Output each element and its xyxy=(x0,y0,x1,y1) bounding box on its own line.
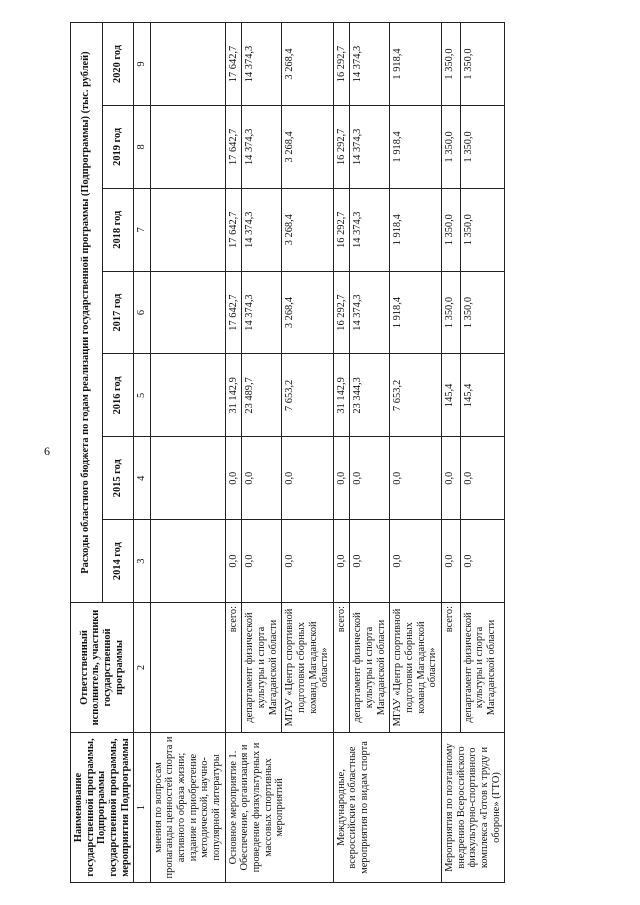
value-cell: 14 374,3 xyxy=(242,105,282,188)
value-cell: 0,0 xyxy=(333,437,350,520)
value-cell: 145,4 xyxy=(460,354,505,437)
column-index: 5 xyxy=(134,354,151,437)
value-cell: 3 268,4 xyxy=(282,105,334,188)
column-index: 4 xyxy=(134,437,151,520)
value-cell: 0,0 xyxy=(242,437,282,520)
value-cell: 14 374,3 xyxy=(350,271,390,354)
column-index-row xyxy=(134,23,151,883)
value-cell: 23 344,3 xyxy=(350,354,390,437)
value-cell: 1 918,4 xyxy=(390,23,442,106)
value-cell: 0,0 xyxy=(282,437,334,520)
value-cell: 145,4 xyxy=(441,354,460,437)
value-cell: 1 918,4 xyxy=(390,271,442,354)
value-cell: 16 292,7 xyxy=(333,105,350,188)
column-index: 3 xyxy=(134,520,151,603)
column-index: 9 xyxy=(134,23,151,106)
value-cell: 0,0 xyxy=(390,520,442,603)
value-cell: 1 918,4 xyxy=(390,105,442,188)
value-cell: 1 350,0 xyxy=(460,271,505,354)
value-cell: 0,0 xyxy=(282,520,334,603)
column-index: 6 xyxy=(134,271,151,354)
column-index: 1 xyxy=(134,733,151,883)
rotated-table-wrapper xyxy=(70,23,580,883)
value-cell: 3 268,4 xyxy=(282,23,334,106)
value-cell: 1 918,4 xyxy=(390,188,442,271)
activity-name: Международные, всероссийские и областные мероприятия по видам спорта xyxy=(333,733,441,883)
header-year: 2015 год xyxy=(102,437,134,520)
activity-name: Основное мероприятие 1. Обеспечение, организация и проведение физкультурных и массовых спортивных мероприятий xyxy=(225,733,333,883)
value-cell: 0,0 xyxy=(350,437,390,520)
header-executor: Ответственный исполнитель, участники государственной программы xyxy=(71,603,134,733)
executor-cell: департамент физической культуры и спорта Магаданской области xyxy=(460,603,505,733)
value-cell: 1 350,0 xyxy=(460,188,505,271)
column-index: 7 xyxy=(134,188,151,271)
value-cell: 0,0 xyxy=(225,437,242,520)
value-cell: 1 350,0 xyxy=(441,23,460,106)
header-year: 2020 год xyxy=(102,23,134,106)
value-cell: 17 642,7 xyxy=(225,188,242,271)
value-cell: 3 268,4 xyxy=(282,271,334,354)
executor-cell: всего: xyxy=(225,603,242,733)
value-cell: 14 374,3 xyxy=(242,188,282,271)
value-cell: 0,0 xyxy=(390,437,442,520)
page-number: 6 xyxy=(44,444,50,458)
value-cell: 14 374,3 xyxy=(242,23,282,106)
value-cell: 1 350,0 xyxy=(460,23,505,106)
value-cell: 0,0 xyxy=(441,520,460,603)
header-budget-group: Расходы областного бюджета по годам реализации государственной программы (Подпрограммы) (тыс. рублей) xyxy=(71,23,103,603)
value-cell: 14 374,3 xyxy=(350,23,390,106)
value-cell: 0,0 xyxy=(460,520,505,603)
executor-cell: всего: xyxy=(333,603,350,733)
value-cell: 16 292,7 xyxy=(333,23,350,106)
value-cell: 3 268,4 xyxy=(282,188,334,271)
header-row-1 xyxy=(71,23,103,883)
value-cell: 31 142,9 xyxy=(333,354,350,437)
value-cell: 14 374,3 xyxy=(242,271,282,354)
activity-name: Мероприятия по поэтапному внедрению Всероссийского физкультурно-спортивного комплекса «Готов к труду и обороне» (ГТО) xyxy=(441,733,504,883)
budget-table xyxy=(70,22,505,883)
header-year: 2014 год xyxy=(102,520,134,603)
executor-cell: департамент физической культуры и спорта Магаданской области xyxy=(242,603,282,733)
header-year: 2017 год xyxy=(102,271,134,354)
header-year: 2019 год xyxy=(102,105,134,188)
continuation-row xyxy=(150,23,225,883)
table-row xyxy=(333,23,350,883)
value-cell: 0,0 xyxy=(441,437,460,520)
value-cell: 16 292,7 xyxy=(333,271,350,354)
value-cell: 1 350,0 xyxy=(460,105,505,188)
value-cell: 0,0 xyxy=(225,520,242,603)
value-cell: 7 653,2 xyxy=(282,354,334,437)
value-cell: 23 489,7 xyxy=(242,354,282,437)
table-row xyxy=(441,23,460,883)
value-cell: 1 350,0 xyxy=(441,105,460,188)
value-cell: 1 350,0 xyxy=(441,188,460,271)
header-name: Наименование государственной программы, Подпрограммы государственной программы, мероприятия Подпрограммы xyxy=(71,733,134,883)
value-cell: 14 374,3 xyxy=(350,105,390,188)
table-row xyxy=(225,23,242,883)
value-cell: 17 642,7 xyxy=(225,271,242,354)
value-cell: 0,0 xyxy=(350,520,390,603)
value-cell: 14 374,3 xyxy=(350,188,390,271)
value-cell: 7 653,2 xyxy=(390,354,442,437)
column-index: 2 xyxy=(134,603,151,733)
column-index: 8 xyxy=(134,105,151,188)
executor-cell: МГАУ «Центр спортивной подготовки сборных команд Магаданской области» xyxy=(390,603,442,733)
value-cell: 31 142,9 xyxy=(225,354,242,437)
value-cell: 17 642,7 xyxy=(225,105,242,188)
continuation-text: мнения по вопросам пропаганды ценностей спорта и активного образа жизни; издание и приобретение методической, научно-популярной литературы xyxy=(150,733,225,883)
executor-cell: департамент физической культуры и спорта Магаданской области xyxy=(350,603,390,733)
value-cell: 16 292,7 xyxy=(333,188,350,271)
executor-cell: МГАУ «Центр спортивной подготовки сборных команд Магаданской области» xyxy=(282,603,334,733)
value-cell: 1 350,0 xyxy=(441,271,460,354)
value-cell: 0,0 xyxy=(333,520,350,603)
executor-cell: всего: xyxy=(441,603,460,733)
value-cell: 0,0 xyxy=(460,437,505,520)
value-cell: 17 642,7 xyxy=(225,23,242,106)
header-year: 2018 год xyxy=(102,188,134,271)
value-cell: 0,0 xyxy=(242,520,282,603)
header-year: 2016 год xyxy=(102,354,134,437)
